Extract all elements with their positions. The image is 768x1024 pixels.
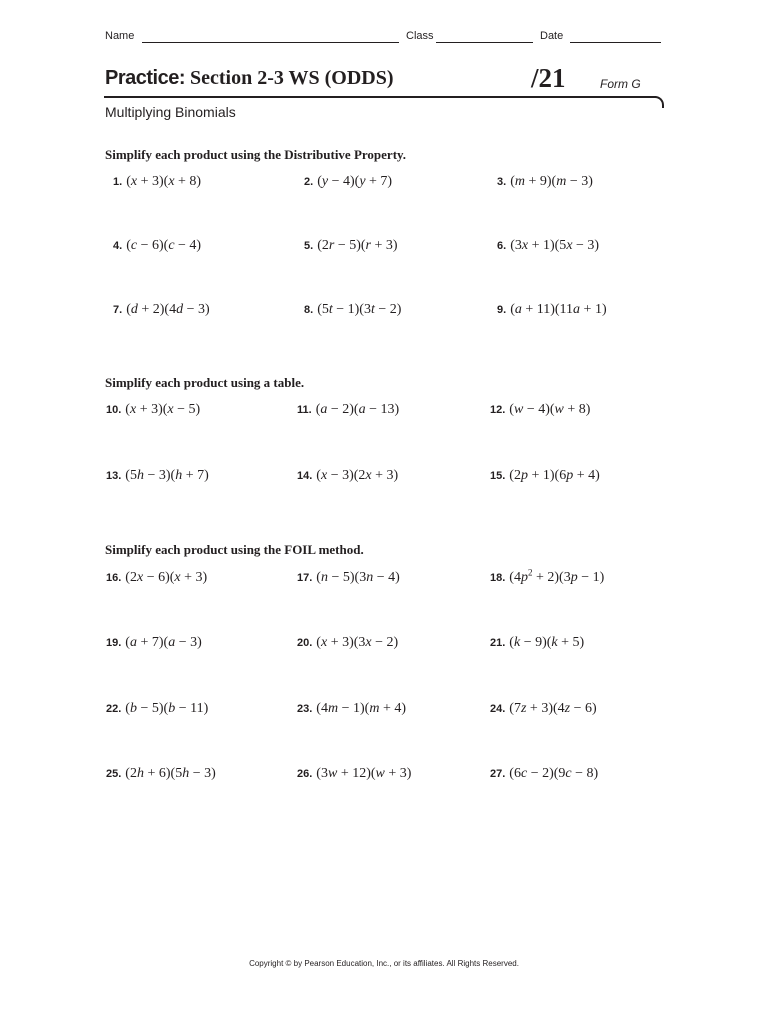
class-label: Class <box>406 30 434 42</box>
date-label: Date <box>540 30 564 42</box>
problem-item <box>113 302 210 318</box>
problem-number: 3. <box>497 176 507 188</box>
problem-expression: (w − 4)(w + 8) <box>509 402 591 417</box>
problem-item <box>490 567 605 586</box>
problem-number: 13. <box>106 470 122 482</box>
problem-number: 6. <box>497 240 507 252</box>
problem-expression: (b − 5)(b − 11) <box>125 701 209 716</box>
date-field[interactable] <box>570 42 661 43</box>
problem-item <box>106 468 209 484</box>
problem-number: 21. <box>490 637 506 649</box>
problem-item <box>106 402 200 418</box>
problem-number: 25. <box>106 768 122 780</box>
name-label: Name <box>105 30 135 42</box>
problem-item <box>106 635 202 651</box>
problem-number: 27. <box>490 768 506 780</box>
form-label: Form G <box>600 77 641 91</box>
problem-item <box>297 766 411 782</box>
problem-number: 10. <box>106 404 122 416</box>
problem-number: 22. <box>106 703 122 715</box>
problem-expression: (n − 5)(3n − 4) <box>316 570 400 585</box>
problem-item <box>304 302 401 318</box>
problem-expression: (7z + 3)(4z − 6) <box>509 701 597 716</box>
problem-item <box>106 701 208 717</box>
problem-number: 26. <box>297 768 313 780</box>
problem-item <box>113 174 201 190</box>
problem-item <box>297 402 399 418</box>
problem-number: 11. <box>297 404 312 416</box>
problem-number: 12. <box>490 404 506 416</box>
problem-item <box>304 238 398 254</box>
problem-number: 20. <box>297 637 313 649</box>
problem-item <box>113 238 201 254</box>
problem-expression: (d + 2)(4d − 3) <box>126 302 210 317</box>
problem-item <box>297 635 398 651</box>
problem-number: 9. <box>497 304 507 316</box>
problem-expression: (4m − 1)(m + 4) <box>316 701 407 716</box>
problem-item <box>297 570 400 586</box>
problem-expression: (a + 11)(11a + 1) <box>510 302 607 317</box>
problem-expression: (2p + 1)(6p + 4) <box>509 468 600 483</box>
problem-item <box>497 302 607 318</box>
problem-expression: (3w + 12)(w + 3) <box>316 766 412 781</box>
problem-expression: (3x + 1)(5x − 3) <box>510 238 600 253</box>
page-title <box>105 66 394 90</box>
problem-expression: (x + 3)(3x − 2) <box>316 635 399 650</box>
problem-item <box>490 402 590 418</box>
problem-expression: (6c − 2)(9c − 8) <box>509 766 599 781</box>
problem-expression: $(4p^2 + 2)(3p - 1)$ <box>509 567 605 585</box>
title-divider-curve <box>655 96 664 108</box>
problem-number: 19. <box>106 637 122 649</box>
problem-number: 15. <box>490 470 506 482</box>
problem-item <box>490 766 598 782</box>
problem-item <box>490 701 597 717</box>
problem-number: 7. <box>113 304 123 316</box>
name-field[interactable] <box>142 42 399 43</box>
problem-number: 24. <box>490 703 506 715</box>
copyright-notice: Copyright © by Pearson Education, Inc., or its affiliates. All Rights Reserved. <box>249 959 519 968</box>
problem-number: 23. <box>297 703 313 715</box>
problem-item <box>106 766 216 782</box>
section-instruction: Simplify each product using the Distributive Property. <box>105 147 407 162</box>
problem-expression: (a − 2)(a − 13) <box>315 402 400 417</box>
problem-item <box>490 468 600 484</box>
problem-expression: (k − 9)(k + 5) <box>509 635 585 650</box>
problem-item <box>297 468 398 484</box>
problem-number: 17. <box>297 572 313 584</box>
problem-expression: (c − 6)(c − 4) <box>126 238 202 253</box>
problem-expression: (5h − 3)(h + 7) <box>125 468 209 483</box>
problem-number: 4. <box>113 240 123 252</box>
problem-expression: (x + 3)(x + 8) <box>126 174 202 189</box>
problem-number: 1. <box>113 176 123 188</box>
problem-item <box>106 570 207 586</box>
problem-number: 16. <box>106 572 122 584</box>
title-divider <box>104 96 656 98</box>
problem-expression: (m + 9)(m − 3) <box>510 174 593 189</box>
problem-expression: (x − 3)(2x + 3) <box>316 468 399 483</box>
class-field[interactable] <box>436 42 533 43</box>
problem-item <box>497 174 593 190</box>
problem-expression: (5t − 1)(3t − 2) <box>317 302 402 317</box>
problem-item <box>297 701 406 717</box>
problem-number: 14. <box>297 470 313 482</box>
problem-item <box>490 635 584 651</box>
practice-label: Practice: <box>105 67 185 89</box>
page-subtitle: Multiplying Binomials <box>105 104 236 120</box>
problem-number: 18. <box>490 572 506 584</box>
section-title: Section 2-3 WS (ODDS) <box>190 67 394 89</box>
problem-expression: (a + 7)(a − 3) <box>125 635 202 650</box>
problem-item <box>497 238 599 254</box>
problem-expression: (y − 4)(y + 7) <box>317 174 393 189</box>
score-total: /21 <box>531 63 566 93</box>
section-instruction: Simplify each product using the FOIL method. <box>105 542 364 557</box>
section-instruction: Simplify each product using a table. <box>105 375 305 390</box>
problem-expression: (2r − 5)(r + 3) <box>317 238 398 253</box>
problem-number: 8. <box>304 304 314 316</box>
problem-number: 5. <box>304 240 314 252</box>
problem-expression: (x + 3)(x − 5) <box>125 402 201 417</box>
problem-expression: (2x − 6)(x + 3) <box>125 570 208 585</box>
problem-number: 2. <box>304 176 314 188</box>
problem-expression: (2h + 6)(5h − 3) <box>125 766 216 781</box>
problem-item <box>304 174 392 190</box>
